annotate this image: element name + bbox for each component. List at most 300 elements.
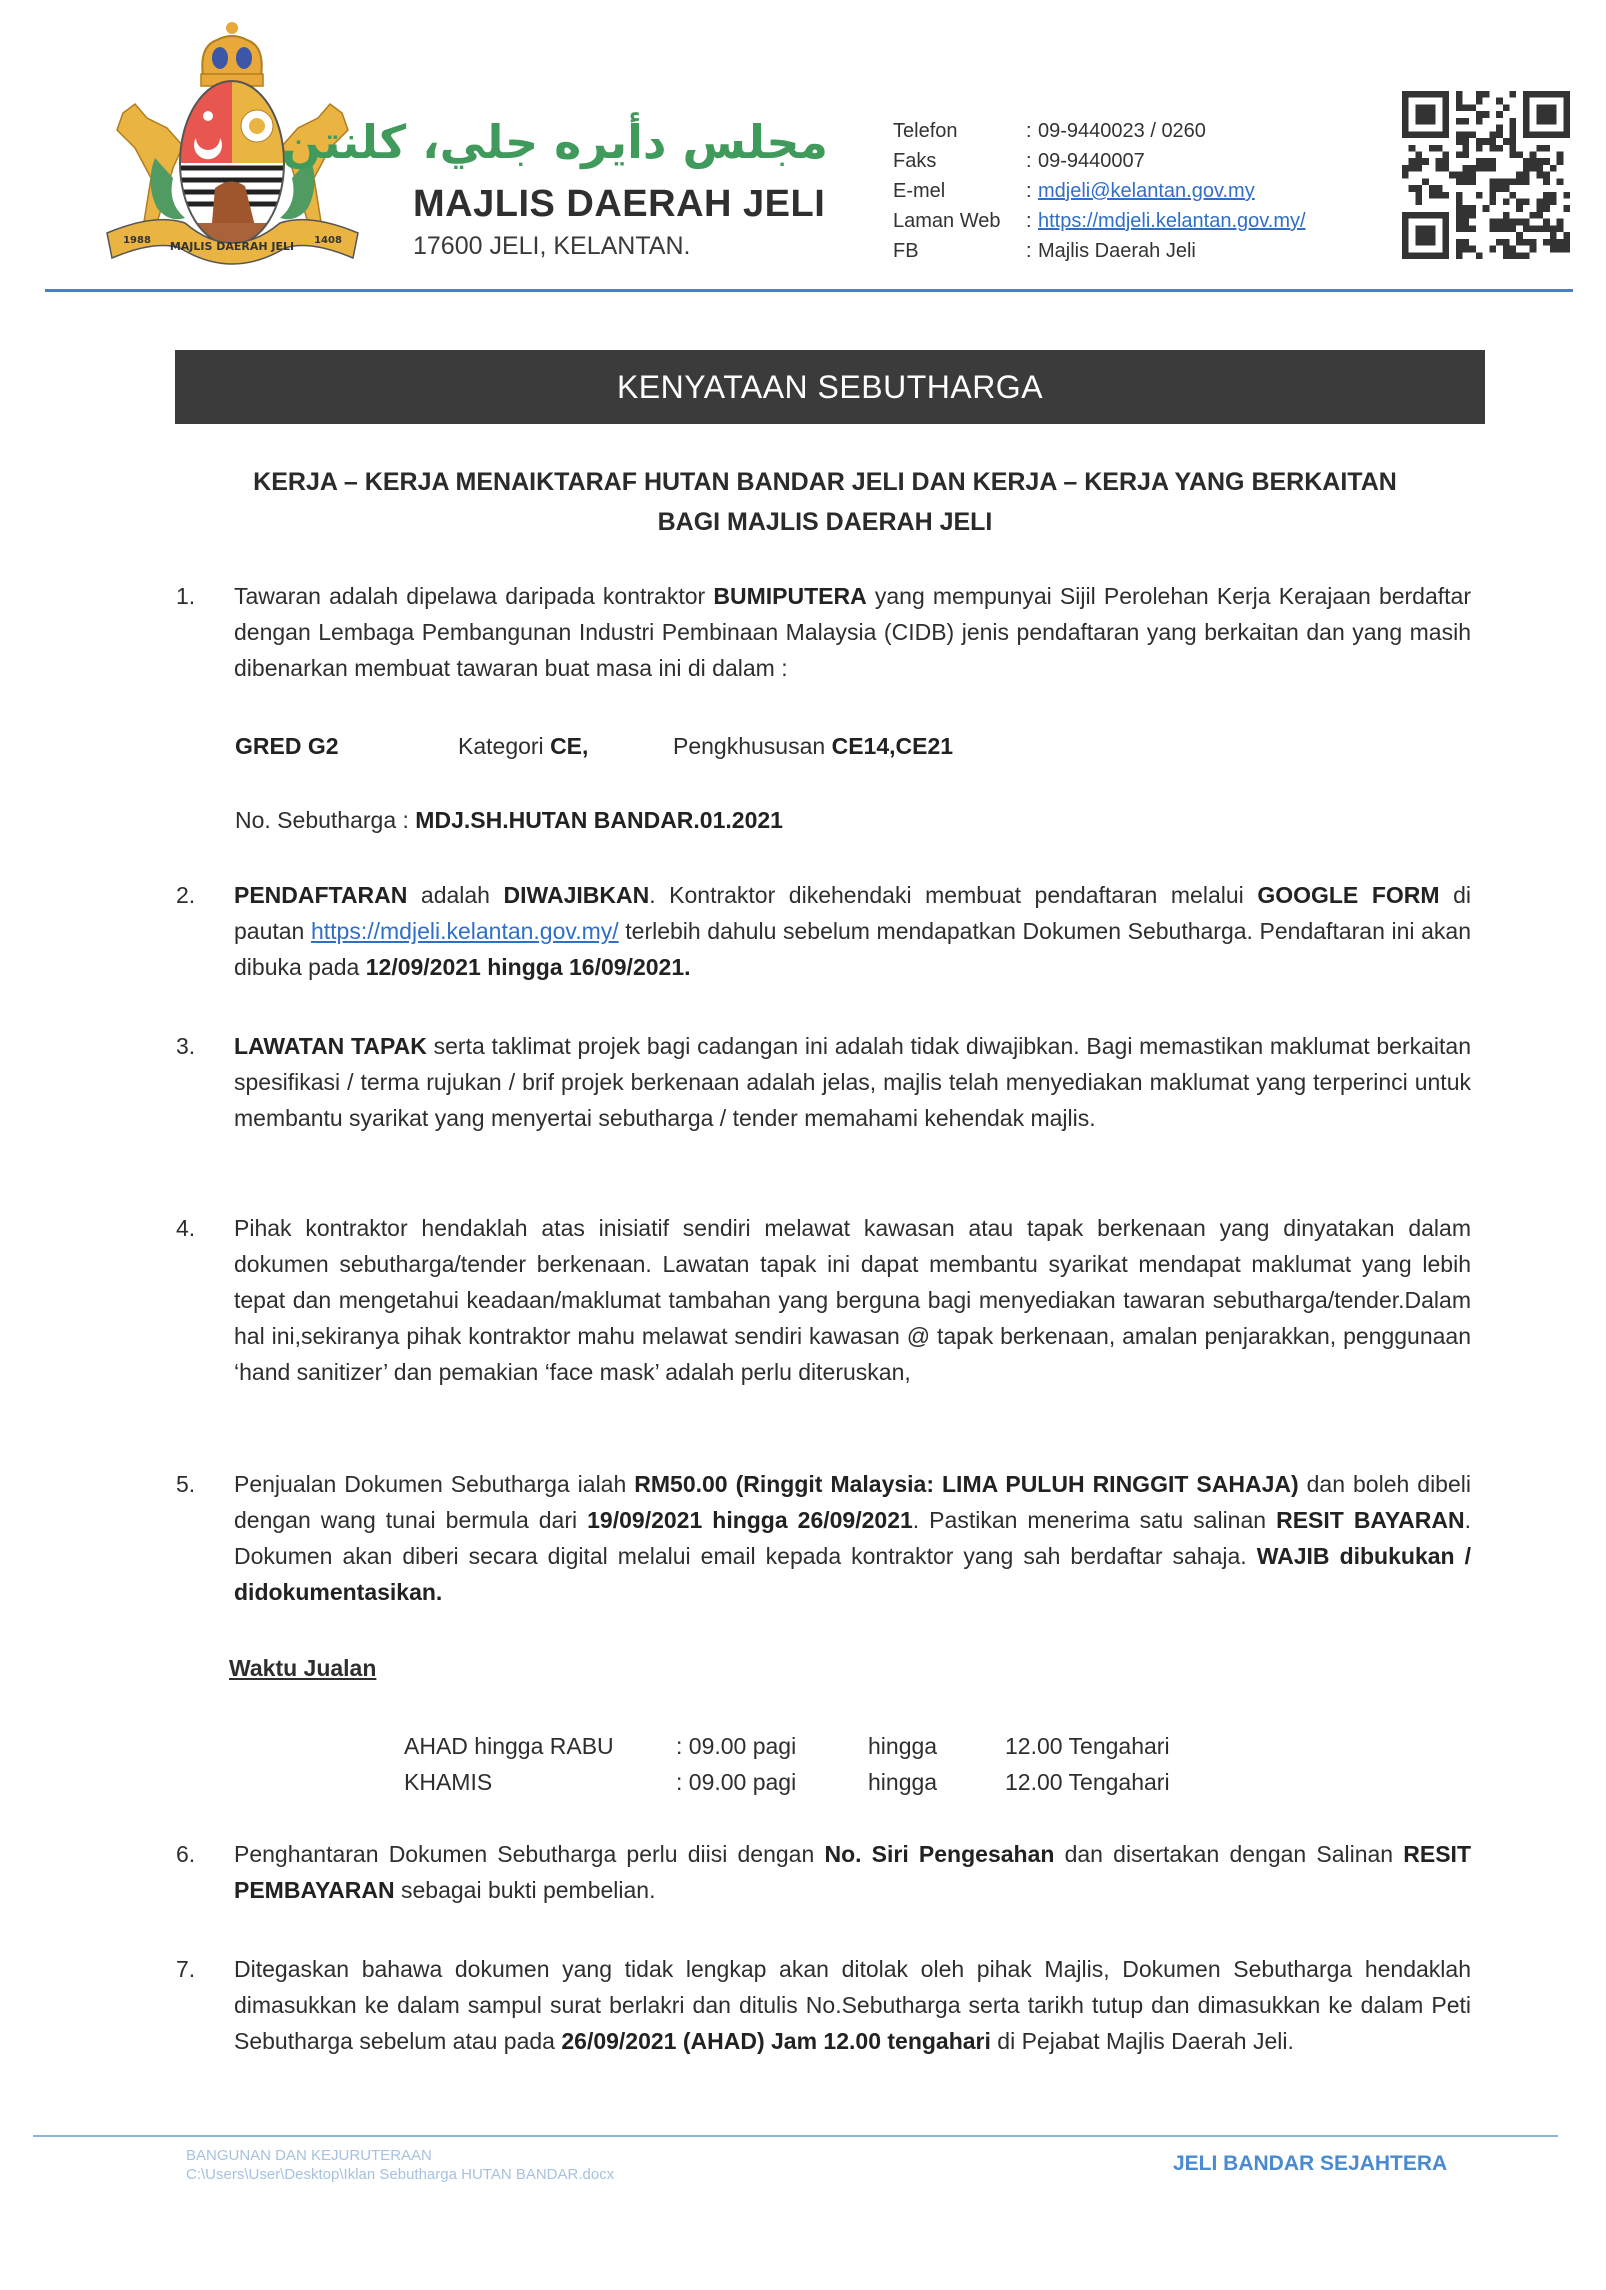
qr-module — [1563, 232, 1570, 239]
qr-module — [1503, 225, 1510, 232]
crest-ribbon-text: MAJLIS DAERAH JELI — [169, 240, 295, 253]
qr-module — [1462, 165, 1469, 172]
qr-module — [1536, 145, 1543, 152]
qr-module — [1563, 131, 1570, 138]
text: dan disertakan dengan Salinan — [1054, 1841, 1404, 1867]
clause-text — [234, 1836, 1471, 1908]
qr-module — [1510, 151, 1517, 158]
qr-module — [1442, 232, 1449, 239]
qr-module — [1557, 239, 1564, 246]
qr-module — [1489, 131, 1496, 138]
qr-module — [1429, 232, 1436, 239]
qr-module — [1436, 158, 1443, 165]
email-link[interactable]: mdjeli@kelantan.gov.my — [1038, 180, 1255, 202]
qr-module — [1523, 158, 1530, 165]
qr-module — [1563, 98, 1570, 105]
qr-module — [1523, 104, 1530, 111]
qr-module — [1409, 131, 1416, 138]
qr-module — [1402, 131, 1409, 138]
qr-module — [1489, 158, 1496, 165]
qr-module — [1536, 165, 1543, 172]
qr-module — [1496, 111, 1503, 118]
qr-module — [1436, 131, 1443, 138]
qr-module — [1503, 178, 1510, 185]
qr-module — [1415, 111, 1422, 118]
qr-module — [1462, 178, 1469, 185]
qr-module — [1536, 199, 1543, 206]
qr-module — [1402, 104, 1409, 111]
text: . Pastikan menerima satu salinan — [912, 1507, 1277, 1533]
qr-module — [1402, 118, 1409, 125]
text: Penghantaran Dokumen Sebutharga perlu diisi dengan — [234, 1841, 825, 1867]
qr-module — [1442, 158, 1449, 165]
qr-module — [1510, 178, 1517, 185]
qr-module — [1422, 232, 1429, 239]
qr-module — [1543, 118, 1550, 125]
qr-module — [1469, 131, 1476, 138]
qr-module — [1550, 239, 1557, 246]
qr-module — [1415, 239, 1422, 246]
clause-2 — [176, 877, 1471, 985]
qr-module — [1530, 158, 1537, 165]
qr-module — [1496, 225, 1503, 232]
qr-module — [1415, 232, 1422, 239]
qr-module — [1496, 185, 1503, 192]
qr-module — [1415, 225, 1422, 232]
bold-text: BUMIPUTERA — [713, 583, 867, 609]
qr-module — [1456, 205, 1463, 212]
bold-text: LAWATAN TAPAK — [234, 1033, 427, 1059]
contact-separator: : — [1026, 210, 1032, 232]
qr-module — [1476, 158, 1483, 165]
qr-module — [1476, 192, 1483, 199]
qr-module — [1462, 212, 1469, 219]
qr-module — [1476, 145, 1483, 152]
text: terlebih dahulu sebelum mendapatkan Dokumen Sebutharga. Pendaftaran ini akan dibuka pada — [234, 918, 1471, 980]
qr-module — [1557, 158, 1564, 165]
qr-module — [1476, 98, 1483, 105]
qr-module — [1415, 252, 1422, 259]
qr-module — [1422, 131, 1429, 138]
qr-module — [1530, 239, 1537, 246]
schedule-to: 12.00 Tengahari — [1005, 1769, 1170, 1795]
contact-separator: : — [1026, 120, 1032, 142]
quotation-number-value: MDJ.SH.HUTAN BANDAR.01.2021 — [415, 807, 783, 833]
contact-row-website — [893, 206, 1306, 236]
qr-module — [1530, 165, 1537, 172]
contact-row-faks — [893, 146, 1306, 176]
qr-module — [1550, 165, 1557, 172]
website-link[interactable]: https://mdjeli.kelantan.gov.my/ — [1038, 210, 1306, 232]
qr-module — [1503, 212, 1510, 219]
qr-module — [1402, 252, 1409, 259]
qr-module — [1422, 111, 1429, 118]
qr-module — [1422, 225, 1429, 232]
contact-label: Faks — [893, 150, 937, 172]
qr-module — [1489, 145, 1496, 152]
qr-module — [1422, 91, 1429, 98]
qr-module — [1429, 225, 1436, 232]
qr-module — [1510, 246, 1517, 253]
qr-module — [1456, 131, 1463, 138]
specialization-value: CE14,CE21 — [831, 733, 954, 759]
qr-module — [1489, 199, 1496, 206]
qr-module — [1422, 158, 1429, 165]
qr-module — [1476, 138, 1483, 145]
schedule-row — [404, 1764, 1170, 1800]
qr-module — [1550, 104, 1557, 111]
specialization-label: Pengkhususan — [673, 733, 832, 759]
qr-module — [1456, 199, 1463, 206]
qr-module — [1442, 98, 1449, 105]
qr-module — [1536, 172, 1543, 179]
clause-6 — [176, 1836, 1471, 1908]
text: di Pejabat Majlis Daerah Jeli. — [990, 2028, 1294, 2054]
qr-module — [1516, 172, 1523, 179]
qr-module — [1456, 246, 1463, 253]
qr-module — [1462, 225, 1469, 232]
contact-label: Laman Web — [893, 210, 1001, 232]
qr-module — [1429, 91, 1436, 98]
qr-module — [1442, 104, 1449, 111]
qr-module — [1536, 225, 1543, 232]
qr-module — [1456, 118, 1463, 125]
qr-module — [1543, 145, 1550, 152]
qr-module — [1442, 131, 1449, 138]
qr-module — [1523, 199, 1530, 206]
qr-module — [1429, 131, 1436, 138]
bold-text: 12/09/2021 hingga 16/09/2021. — [365, 954, 691, 980]
qr-module — [1409, 252, 1416, 259]
footer-info — [186, 2146, 614, 2184]
qr-module — [1415, 91, 1422, 98]
qr-module — [1442, 252, 1449, 259]
qr-module — [1402, 225, 1409, 232]
qr-module — [1415, 151, 1422, 158]
specialization — [673, 728, 953, 764]
qr-module — [1483, 111, 1490, 118]
qr-module — [1496, 145, 1503, 152]
bold-text: 19/09/2021 hingga 26/09/2021 — [587, 1507, 913, 1533]
schedule-to-word: hingga — [868, 1769, 938, 1795]
qr-module — [1436, 91, 1443, 98]
contact-separator: : — [1026, 240, 1032, 262]
contact-info — [893, 116, 1306, 266]
qr-module — [1543, 219, 1550, 226]
qr-module — [1543, 91, 1550, 98]
qr-module — [1442, 118, 1449, 125]
contact-row-fb — [893, 236, 1306, 266]
qr-module — [1476, 118, 1483, 125]
project-title-line1: KERJA – KERJA MENAIKTARAF HUTAN BANDAR JELI DAN KERJA – KERJA YANG BERKAITAN — [253, 468, 1397, 496]
qr-module — [1462, 151, 1469, 158]
qr-module — [1563, 118, 1570, 125]
qr-module — [1476, 165, 1483, 172]
qr-module — [1543, 205, 1550, 212]
qr-module — [1557, 219, 1564, 226]
qr-module — [1563, 91, 1570, 98]
text: . Dokumen akan diberi secara digital melalui email kepada kontraktor yang sah berdaftar sahaja. — [234, 1507, 1471, 1569]
qr-module — [1510, 125, 1517, 132]
qr-module — [1530, 91, 1537, 98]
qr-module — [1496, 219, 1503, 226]
qr-module — [1503, 246, 1510, 253]
qr-module — [1442, 192, 1449, 199]
qr-module — [1536, 91, 1543, 98]
qr-module — [1449, 172, 1456, 179]
qr-module — [1422, 212, 1429, 219]
qr-module — [1442, 111, 1449, 118]
qr-module — [1456, 91, 1463, 98]
category-value: CE, — [550, 733, 589, 759]
qr-module — [1489, 178, 1496, 185]
contact-label: FB — [893, 240, 919, 262]
footer-file-path: C:\Users\User\Desktop\Iklan Sebutharga HUTAN BANDAR.docx — [186, 2166, 615, 2183]
qr-module — [1462, 138, 1469, 145]
qr-module — [1429, 111, 1436, 118]
clause-number: 4. — [176, 1215, 196, 1241]
bold-text: PENDAFTARAN — [234, 882, 408, 908]
qr-module — [1402, 125, 1409, 132]
qr-module — [1402, 232, 1409, 239]
qr-module — [1557, 151, 1564, 158]
qr-module — [1476, 111, 1483, 118]
qr-module — [1530, 131, 1537, 138]
crest-year-left: 1988 — [123, 235, 151, 246]
text: dan boleh dibeli dengan wang tunai bermula dari — [234, 1471, 1471, 1533]
qr-module — [1550, 199, 1557, 206]
qr-module — [1523, 239, 1530, 246]
qr-module — [1543, 225, 1550, 232]
qr-module — [1456, 219, 1463, 226]
qr-module — [1469, 246, 1476, 253]
qr-module — [1456, 178, 1463, 185]
contact-label: Telefon — [893, 120, 958, 142]
clause-1 — [176, 578, 1471, 686]
qr-module — [1415, 165, 1422, 172]
qr-module — [1483, 205, 1490, 212]
qr-module — [1516, 205, 1523, 212]
qr-module — [1429, 212, 1436, 219]
qr-module — [1415, 192, 1422, 199]
qr-module — [1442, 239, 1449, 246]
qr-module — [1415, 104, 1422, 111]
qr-module — [1557, 225, 1564, 232]
qr-module — [1456, 104, 1463, 111]
qr-module — [1530, 246, 1537, 253]
qr-module — [1462, 118, 1469, 125]
qr-module — [1483, 91, 1490, 98]
qr-module — [1456, 212, 1463, 219]
qr-module — [1456, 98, 1463, 105]
qr-module — [1543, 158, 1550, 165]
clause-5 — [176, 1466, 1471, 1610]
qr-module — [1409, 185, 1416, 192]
qr-module — [1462, 205, 1469, 212]
qr-module — [1550, 192, 1557, 199]
clause-number: 1. — [176, 583, 196, 609]
qr-module — [1563, 104, 1570, 111]
qr-module — [1462, 104, 1469, 111]
qr-module — [1536, 158, 1543, 165]
qr-module — [1523, 111, 1530, 118]
bold-text: GOOGLE FORM — [1257, 882, 1440, 908]
qr-module — [1462, 131, 1469, 138]
qr-module — [1462, 239, 1469, 246]
qr-module — [1415, 199, 1422, 206]
quotation-number — [235, 802, 783, 838]
org-name: MAJLIS DAERAH JELI — [413, 183, 826, 225]
qr-module — [1422, 178, 1429, 185]
qr-module — [1402, 111, 1409, 118]
qr-module — [1442, 91, 1449, 98]
qr-module — [1523, 131, 1530, 138]
qr-module — [1510, 118, 1517, 125]
qr-module — [1550, 91, 1557, 98]
qr-module — [1496, 125, 1503, 132]
qr-module — [1523, 178, 1530, 185]
schedule-from: : 09.00 pagi — [676, 1733, 797, 1759]
qr-module — [1550, 232, 1557, 239]
qr-module — [1402, 165, 1409, 172]
qr-module — [1516, 178, 1523, 185]
qr-module — [1469, 104, 1476, 111]
qr-module — [1557, 131, 1564, 138]
qr-module — [1543, 178, 1550, 185]
qr-module — [1563, 205, 1570, 212]
schedule-row — [404, 1728, 1170, 1764]
qr-module — [1436, 165, 1443, 172]
qr-module — [1429, 118, 1436, 125]
clause-7 — [176, 1951, 1471, 2059]
qr-module — [1462, 219, 1469, 226]
qr-module — [1550, 118, 1557, 125]
qr-module — [1496, 239, 1503, 246]
qr-module — [1476, 91, 1483, 98]
quotation-number-label: No. Sebutharga : — [235, 807, 416, 833]
contact-phone: 09-9440023 / 0260 — [1038, 120, 1206, 142]
qr-module — [1422, 252, 1429, 259]
qr-module — [1469, 212, 1476, 219]
qr-module — [1557, 91, 1564, 98]
sales-hours-table — [404, 1728, 1170, 1800]
qr-module — [1402, 98, 1409, 105]
qr-module — [1536, 118, 1543, 125]
text: serta taklimat projek bagi cadangan ini adalah tidak diwajibkan. Bagi memastikan maklumat berkaitan spesifikasi / terma rujukan / brif projek berkenaan adalah jelas, majlis telah menyediakan maklumat yang terperinci untuk membantu syarikat yang menyertai sebutharga / tender memahami kehendak majlis. — [234, 1033, 1471, 1131]
qr-module — [1503, 185, 1510, 192]
qr-module — [1510, 219, 1517, 226]
footer-department: BANGUNAN DAN KEJURUTERAAN — [186, 2147, 432, 2164]
qr-module — [1442, 225, 1449, 232]
qr-module — [1402, 219, 1409, 226]
qr-module — [1543, 111, 1550, 118]
clause-3 — [176, 1028, 1471, 1136]
qr-module — [1536, 131, 1543, 138]
qr-module — [1402, 172, 1409, 179]
qr-module — [1436, 192, 1443, 199]
qr-module — [1456, 172, 1463, 179]
qr-module — [1496, 131, 1503, 138]
qr-code-icon — [1402, 90, 1570, 260]
bold-text: WAJIB dibukukan / didokumentasikan. — [234, 1543, 1471, 1605]
qr-module — [1415, 131, 1422, 138]
qr-module — [1523, 91, 1530, 98]
qr-module — [1496, 98, 1503, 105]
qr-module — [1442, 125, 1449, 132]
qr-module — [1469, 165, 1476, 172]
qr-module — [1516, 232, 1523, 239]
qr-module — [1489, 246, 1496, 253]
bold-text: No. Siri Pengesahan — [824, 1841, 1055, 1867]
clause-text — [234, 877, 1471, 985]
qr-module — [1510, 252, 1517, 259]
qr-module — [1489, 165, 1496, 172]
qr-module — [1563, 125, 1570, 132]
bold-text: RESIT PEMBAYARAN — [234, 1841, 1471, 1903]
page-title-banner: KENYATAAN SEBUTHARGA — [175, 350, 1485, 424]
qr-module — [1442, 165, 1449, 172]
bold-text: RM50.00 (Ringgit Malaysia: LIMA PULUH RINGGIT SAHAJA) — [634, 1471, 1299, 1497]
bold-text: RESIT BAYARAN — [1276, 1507, 1465, 1533]
clause-text — [234, 1466, 1471, 1610]
contact-label: E-mel — [893, 180, 946, 202]
qr-module — [1510, 91, 1517, 98]
qr-module — [1496, 178, 1503, 185]
clause-number: 7. — [176, 1956, 196, 1982]
project-title-line2: BAGI MAJLIS DAERAH JELI — [657, 508, 993, 536]
qr-module — [1536, 212, 1543, 219]
clause-text — [234, 1028, 1471, 1136]
qr-module — [1523, 225, 1530, 232]
clause-number: 5. — [176, 1471, 196, 1497]
qr-module — [1429, 145, 1436, 152]
clause-number: 3. — [176, 1033, 196, 1059]
text: adalah — [407, 882, 504, 908]
qr-module — [1503, 252, 1510, 259]
qr-module — [1523, 165, 1530, 172]
qr-module — [1442, 151, 1449, 158]
qr-module — [1436, 252, 1443, 259]
contact-separator: : — [1026, 150, 1032, 172]
registration-link[interactable]: https://mdjeli.kelantan.gov.my/ — [310, 918, 619, 944]
schedule-to-word: hingga — [868, 1733, 938, 1759]
qr-module — [1402, 212, 1409, 219]
qr-module — [1456, 138, 1463, 145]
clause-number: 2. — [176, 882, 196, 908]
qr-module — [1469, 225, 1476, 232]
text: Penjualan Dokumen Sebutharga ialah — [234, 1471, 635, 1497]
qr-module — [1543, 192, 1550, 199]
contact-row-telefon — [893, 116, 1306, 146]
qr-module — [1516, 252, 1523, 259]
qr-module — [1516, 151, 1523, 158]
qr-module — [1429, 239, 1436, 246]
qr-module — [1415, 185, 1422, 192]
footer-divider — [33, 2135, 1558, 2137]
qr-module — [1429, 104, 1436, 111]
qr-module — [1523, 219, 1530, 226]
qr-module — [1489, 192, 1496, 199]
schedule-from: : 09.00 pagi — [676, 1769, 797, 1795]
text: yang mempunyai Sijil Perolehan Kerja Kerajaan berdaftar dengan Lembaga Pembangunan Industri Pembinaan Malaysia (CIDB) jenis pendaftaran yang berkaitan dan yang masih dibenarkan membuat tawaran buat masa ini di dalam : — [234, 583, 1472, 681]
qr-module — [1442, 246, 1449, 253]
crest-year-right: 1408 — [314, 235, 342, 246]
qr-module — [1557, 178, 1564, 185]
qr-module — [1516, 239, 1523, 246]
qr-module — [1503, 138, 1510, 145]
qr-module — [1415, 212, 1422, 219]
qr-module — [1550, 111, 1557, 118]
